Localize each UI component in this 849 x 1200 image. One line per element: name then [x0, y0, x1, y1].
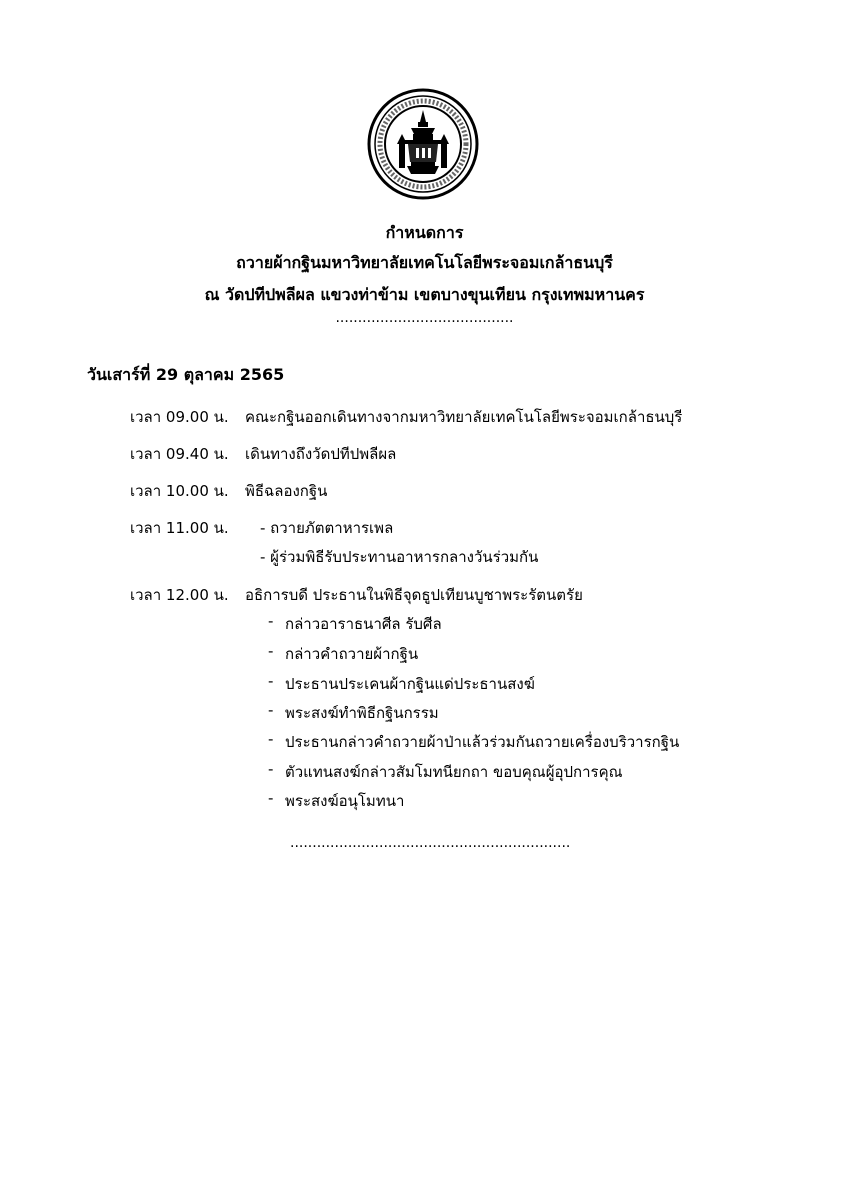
event-date: วันเสาร์ที่ 29 ตุลาคม 2565 [87, 365, 285, 384]
schedule-item: พิธีฉลองกฐิน [245, 482, 328, 500]
list-bullet: - [268, 612, 274, 630]
document-subtitle: ถวายผ้ากฐินมหาวิทยาลัยเทคโนโลยีพระจอมเกล้าธนบุรี [236, 253, 613, 272]
university-seal-logo [367, 88, 479, 200]
list-bullet: - [268, 760, 274, 778]
schedule-item: เดินทางถึงวัดปทีปพลีผล [245, 445, 397, 463]
schedule-item: คณะกฐินออกเดินทางจากมหาวิทยาลัยเทคโนโลยีพระจอมเกล้าธนบุรี [245, 408, 683, 426]
schedule-item: - ถวายภัตตาหารเพล [260, 519, 394, 537]
ceremony-step: พระสงฆ์อนุโมทนา [285, 792, 405, 810]
ceremony-step: ประธานกล่าวคำถวายผ้าป่าแล้วร่วมกันถวายเครื่องบริวารกฐิน [285, 733, 680, 751]
list-bullet: - [268, 789, 274, 807]
schedule-time: เวลา 09.00 น. [130, 408, 229, 426]
schedule-item: - ผู้ร่วมพิธีรับประทานอาหารกลางวันร่วมกัน [260, 548, 539, 566]
schedule-time: เวลา 10.00 น. [130, 482, 229, 500]
schedule-time: เวลา 12.00 น. [130, 586, 229, 604]
schedule-item: อธิการบดี ประธานในพิธีจุดธูปเทียนบูชาพระรัตนตรัย [245, 586, 583, 604]
ceremony-step: กล่าวอาราธนาศีล รับศีล [285, 615, 442, 633]
schedule-time: เวลา 11.00 น. [130, 519, 229, 537]
schedule-time: เวลา 09.40 น. [130, 445, 229, 463]
ceremony-step: กล่าวคำถวายผ้ากฐิน [285, 645, 419, 663]
footer-divider: ............................................................... [290, 835, 571, 851]
header-divider: ........................................ [335, 310, 514, 326]
event-location: ณ วัดปทีปพลีผล แขวงท่าข้าม เขตบางขุนเทียน กรุงเทพมหานคร [204, 285, 645, 304]
list-bullet: - [268, 730, 274, 748]
document-title: กำหนดการ [385, 223, 464, 242]
list-bullet: - [268, 672, 274, 690]
ceremony-step: พระสงฆ์ทำพิธีกฐินกรรม [285, 704, 439, 722]
ceremony-step: ประธานประเคนผ้ากฐินแด่ประธานสงฆ์ [285, 675, 535, 693]
list-bullet: - [268, 642, 274, 660]
list-bullet: - [268, 701, 274, 719]
ceremony-step: ตัวแทนสงฆ์กล่าวสัมโมทนียกถา ขอบคุณผู้อุปการคุณ [285, 763, 623, 781]
